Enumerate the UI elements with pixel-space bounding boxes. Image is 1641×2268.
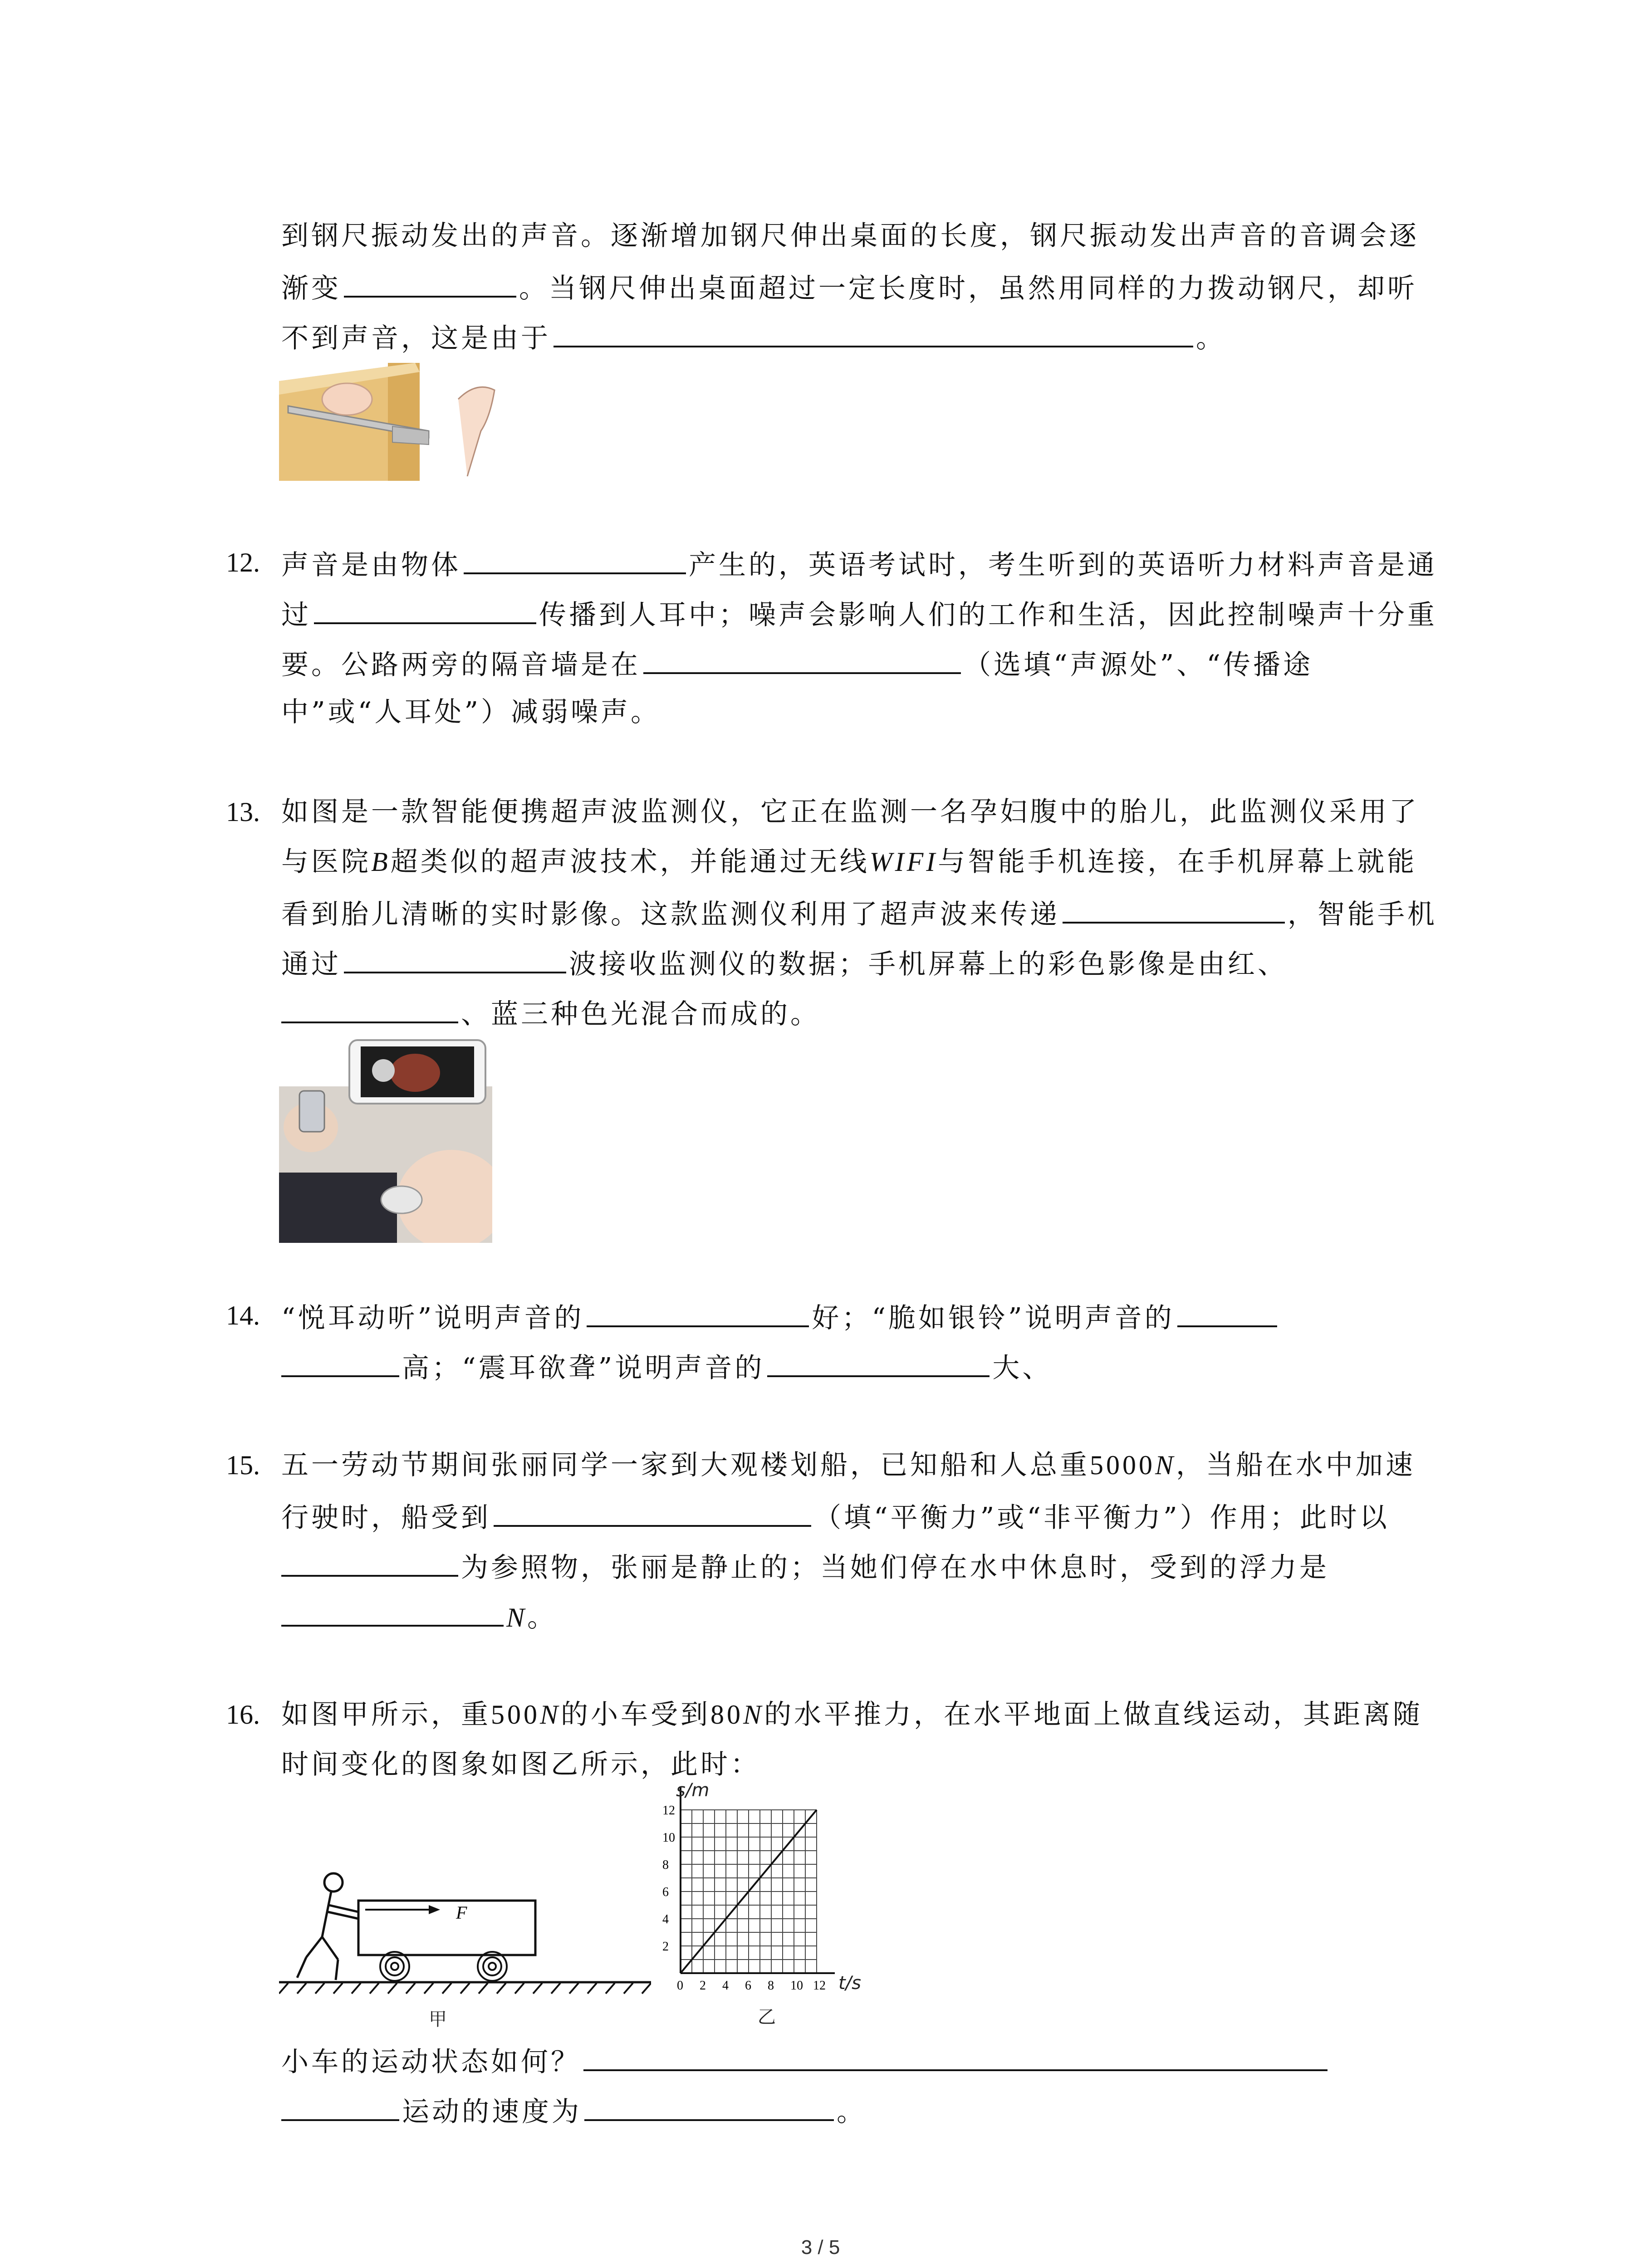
answer-blank[interactable] — [554, 318, 1193, 347]
answer-blank[interactable] — [314, 594, 536, 624]
q16-line-3: 小车的运动状态如何？ — [281, 2041, 1330, 2080]
q12-line-4: 中”或“人耳处”）减弱噪声。 — [281, 696, 661, 728]
question-number: 12. — [226, 547, 260, 577]
y-tick-label: 4 — [662, 1912, 669, 1926]
answer-blank[interactable] — [584, 2091, 834, 2121]
ruler-on-table-image — [279, 363, 501, 481]
y-tick-label: 10 — [662, 1831, 675, 1845]
q12-line-3: 要。公路两旁的隔音墙是在 （选填“声源处”、“传播途 — [281, 644, 1313, 683]
x-tick-label: 4 — [722, 1979, 729, 1993]
y-axis-label: s/m — [676, 1783, 710, 1801]
person-icon — [297, 1873, 358, 1980]
question-number: 14. — [226, 1300, 260, 1330]
answer-blank[interactable] — [1063, 894, 1285, 924]
answer-blank[interactable] — [281, 993, 458, 1023]
answer-blank[interactable] — [281, 1347, 399, 1377]
q15-line-3: 为参照物，张丽是静止的；当她们停在水中休息时，受到的浮力是 — [281, 1547, 1329, 1586]
q13-line-1: 如图是一款智能便携超声波监测仪，它正在监测一名孕妇腹中的胎儿，此监测仪采用了 — [281, 796, 1419, 828]
answer-blank[interactable] — [767, 1347, 989, 1377]
x-tick-label: 10 — [790, 1979, 803, 1993]
answer-blank[interactable] — [1177, 1297, 1277, 1327]
q15-line-4: N。 — [281, 1597, 557, 1636]
q13-line-5: 、蓝三种色光混合而成的。 — [281, 993, 820, 1032]
distance-time-chart — [653, 1783, 871, 2037]
answer-blank[interactable] — [281, 1547, 458, 1577]
y-tick-label: 6 — [662, 1885, 669, 1899]
answer-blank[interactable] — [643, 644, 961, 674]
y-tick-label: 12 — [662, 1804, 675, 1818]
y-tick-label: 8 — [662, 1858, 669, 1872]
answer-blank[interactable] — [281, 1597, 504, 1627]
q13-line-3: 看到胎儿清晰的实时影像。这款监测仪利用了超声波来传递 ，智能手机 — [281, 894, 1437, 933]
cart-push-diagram — [279, 1869, 651, 2032]
x-tick-label: 8 — [768, 1979, 774, 1993]
q12-line-1: 声音是由物体 产生的，英语考试时，考生听到的英语听力材料声音是通 — [281, 544, 1437, 583]
force-label: F — [456, 1902, 467, 1923]
question-number: 15. — [226, 1450, 260, 1480]
wheel-icon — [380, 1952, 507, 1981]
y-tick-label: 2 — [662, 1940, 669, 1954]
q13-line-4: 通过 波接收监测仪的数据；手机屏幕上的彩色影像是由红、 — [281, 943, 1288, 982]
question-number: 13. — [226, 797, 260, 827]
ground-hatching — [279, 1983, 651, 1994]
ultrasound-monitor-photo — [279, 1036, 492, 1243]
answer-blank[interactable] — [494, 1497, 811, 1527]
q16-line-2: 时间变化的图象如图乙所示，此时： — [281, 1749, 760, 1780]
answer-blank[interactable] — [344, 943, 566, 973]
q14-line-2: 高；“震耳欲聋”说明声音的 大、 — [281, 1347, 1052, 1386]
answer-blank[interactable] — [344, 268, 516, 298]
page-number: 3 / 5 — [801, 2236, 840, 2258]
q11-line-1: 到钢尺振动发出的声音。逐渐增加钢尺伸出桌面的长度，钢尺振动发出声音的音调会逐 — [281, 220, 1419, 252]
q15-line-2: 行驶时，船受到 （填“平衡力”或“非平衡力”）作用；此时以 — [281, 1497, 1390, 1536]
q12-line-2: 过 传播到人耳中；噪声会影响人们的工作和生活，因此控制噪声十分重 — [281, 594, 1437, 633]
x-axis-label: t/s — [838, 1973, 861, 1994]
q11-line-3: 不到声音，这是由于 。 — [281, 318, 1226, 357]
question-number: 16. — [226, 1700, 260, 1730]
x-tick-label: 2 — [700, 1979, 706, 1993]
figure-caption-a: 甲 — [429, 2009, 447, 2030]
q13-line-2: 与医院B超类似的超声波技术，并能通过无线WIFI与智能手机连接，在手机屏幕上就能 — [281, 846, 1417, 878]
figure-caption-b: 乙 — [758, 2007, 776, 2028]
q11-line-2: 渐变 。当钢尺伸出桌面超过一定长度时，虽然用同样的力拨动钢尺，却听 — [281, 268, 1417, 307]
answer-blank[interactable] — [281, 2091, 399, 2121]
q16-line-1: 如图甲所示，重500N的小车受到80N的水平推力，在水平地面上做直线运动，其距离随 — [281, 1699, 1423, 1730]
q14-line-1: “悦耳动听”说明声音的 好；“脆如银铃”说明声音的 — [281, 1297, 1280, 1336]
answer-blank[interactable] — [464, 544, 686, 574]
x-tick-label: 0 — [677, 1979, 683, 1993]
q16-line-4: 运动的速度为 。 — [281, 2091, 867, 2130]
answer-blank[interactable] — [587, 1297, 809, 1327]
answer-blank[interactable] — [583, 2041, 1327, 2071]
x-tick-label: 12 — [813, 1979, 826, 1993]
x-tick-label: 6 — [745, 1979, 751, 1993]
q15-line-1: 五一劳动节期间张丽同学一家到大观楼划船，已知船和人总重5000N，当船在水中加速 — [281, 1449, 1416, 1481]
